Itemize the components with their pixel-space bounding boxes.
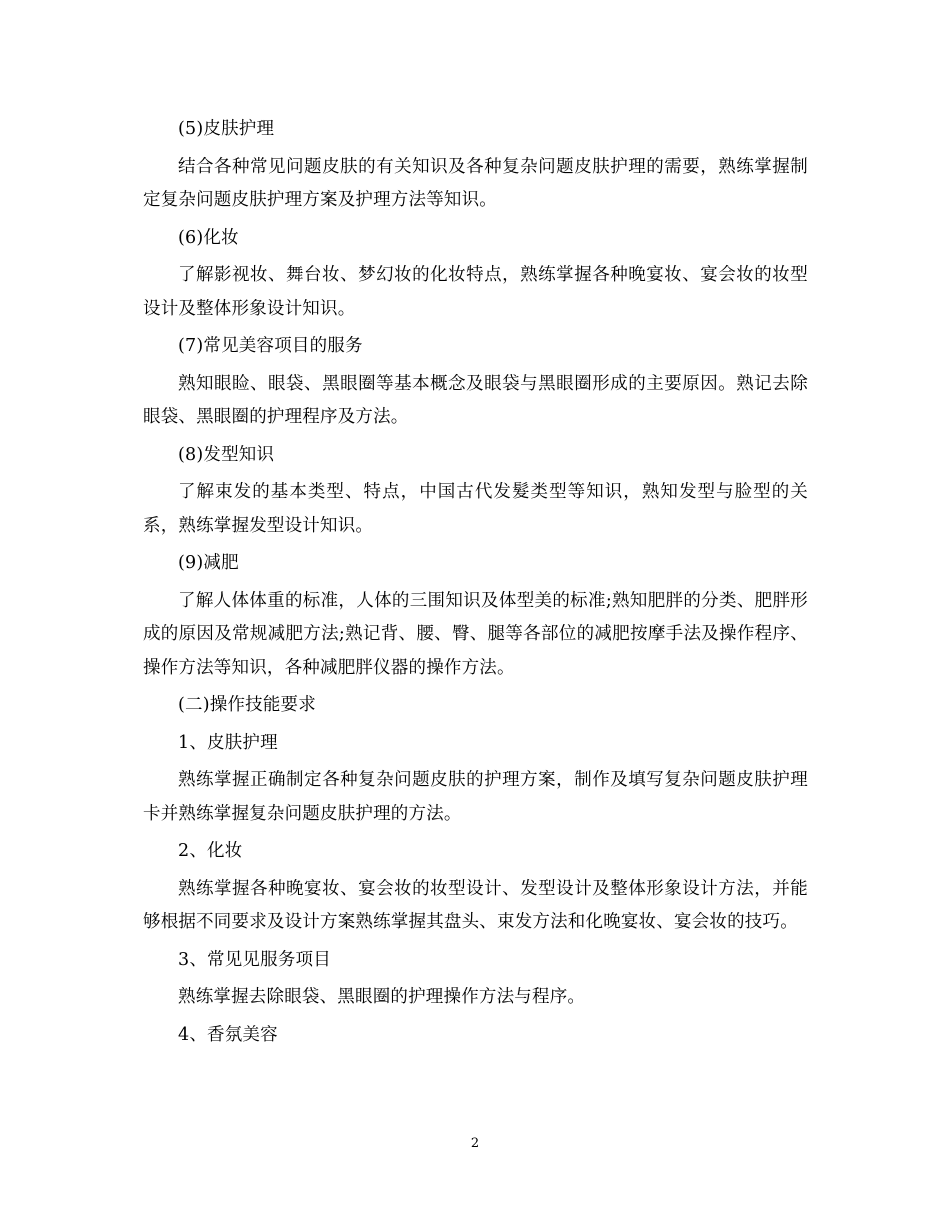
- body-paragraph: 了解束发的基本类型、特点，中国古代发髮类型等知识，熟知发型与脸型的关系，熟练掌握发型设计知识。: [143, 482, 808, 536]
- subsection-heading-aroma-beauty: 4、香氛美容: [178, 1024, 278, 1045]
- subsection-heading-skin-care: 1、皮肤护理: [178, 732, 278, 753]
- body-paragraph: 熟练掌握正确制定各种复杂问题皮肤的护理方案，制作及填写复杂问题皮肤护理卡并熟练掌握复杂问题皮肤护理的方法。: [143, 770, 808, 824]
- body-paragraph: 结合各种常见问题皮肤的有关知识及各种复杂问题皮肤护理的需要，熟练掌握制定复杂问题皮肤护理方案及护理方法等知识。: [143, 156, 808, 210]
- section-heading-makeup: (6)化妆: [178, 227, 239, 248]
- body-paragraph: 熟知眼睑、眼袋、黑眼圈等基本概念及眼袋与黑眼圈形成的主要原因。熟记去除眼袋、黑眼圈的护理程序及方法。: [143, 373, 808, 427]
- section-heading-beauty-services: (7)常见美容项目的服务: [178, 336, 363, 356]
- body-paragraph: 了解人体体重的标准，人体的三围知识及体型美的标准;熟知肥胖的分类、肥胖形成的原因及常规减肥方法;熟记背、腰、臀、腿等各部位的减肥按摩手法及操作程序、操作方法等知识，各种减肥胖仪器的操作方法。: [143, 590, 808, 678]
- subsection-heading-makeup: 2、化妆: [178, 841, 243, 861]
- section-heading-skin-care: (5)皮肤护理: [178, 119, 275, 139]
- body-paragraph: 熟练掌握各种晚宴妆、宴会妆的妆型设计、发型设计及整体形象设计方法，并能够根据不同要求及设计方案熟练掌握其盘头、束发方法和化晚宴妆、宴会妆的技巧。: [143, 878, 808, 932]
- body-paragraph: 了解影视妆、舞台妆、梦幻妆的化妆特点，熟练掌握各种晚宴妆、宴会妆的妆型设计及整体形象设计知识。: [143, 265, 808, 319]
- page-number: 2: [470, 1136, 480, 1151]
- section-heading-weight-loss: (9)减肥: [178, 553, 239, 573]
- section-heading-hairstyle: (8)发型知识: [178, 444, 275, 465]
- subsection-heading-services: 3、常见见服务项目: [178, 949, 331, 970]
- body-paragraph: 熟练掌握去除眼袋、黑眼圈的护理操作方法与程序。: [178, 987, 586, 1007]
- page-body: [143, 113, 808, 1056]
- section-heading-operational-skills: (二)操作技能要求: [178, 695, 316, 715]
